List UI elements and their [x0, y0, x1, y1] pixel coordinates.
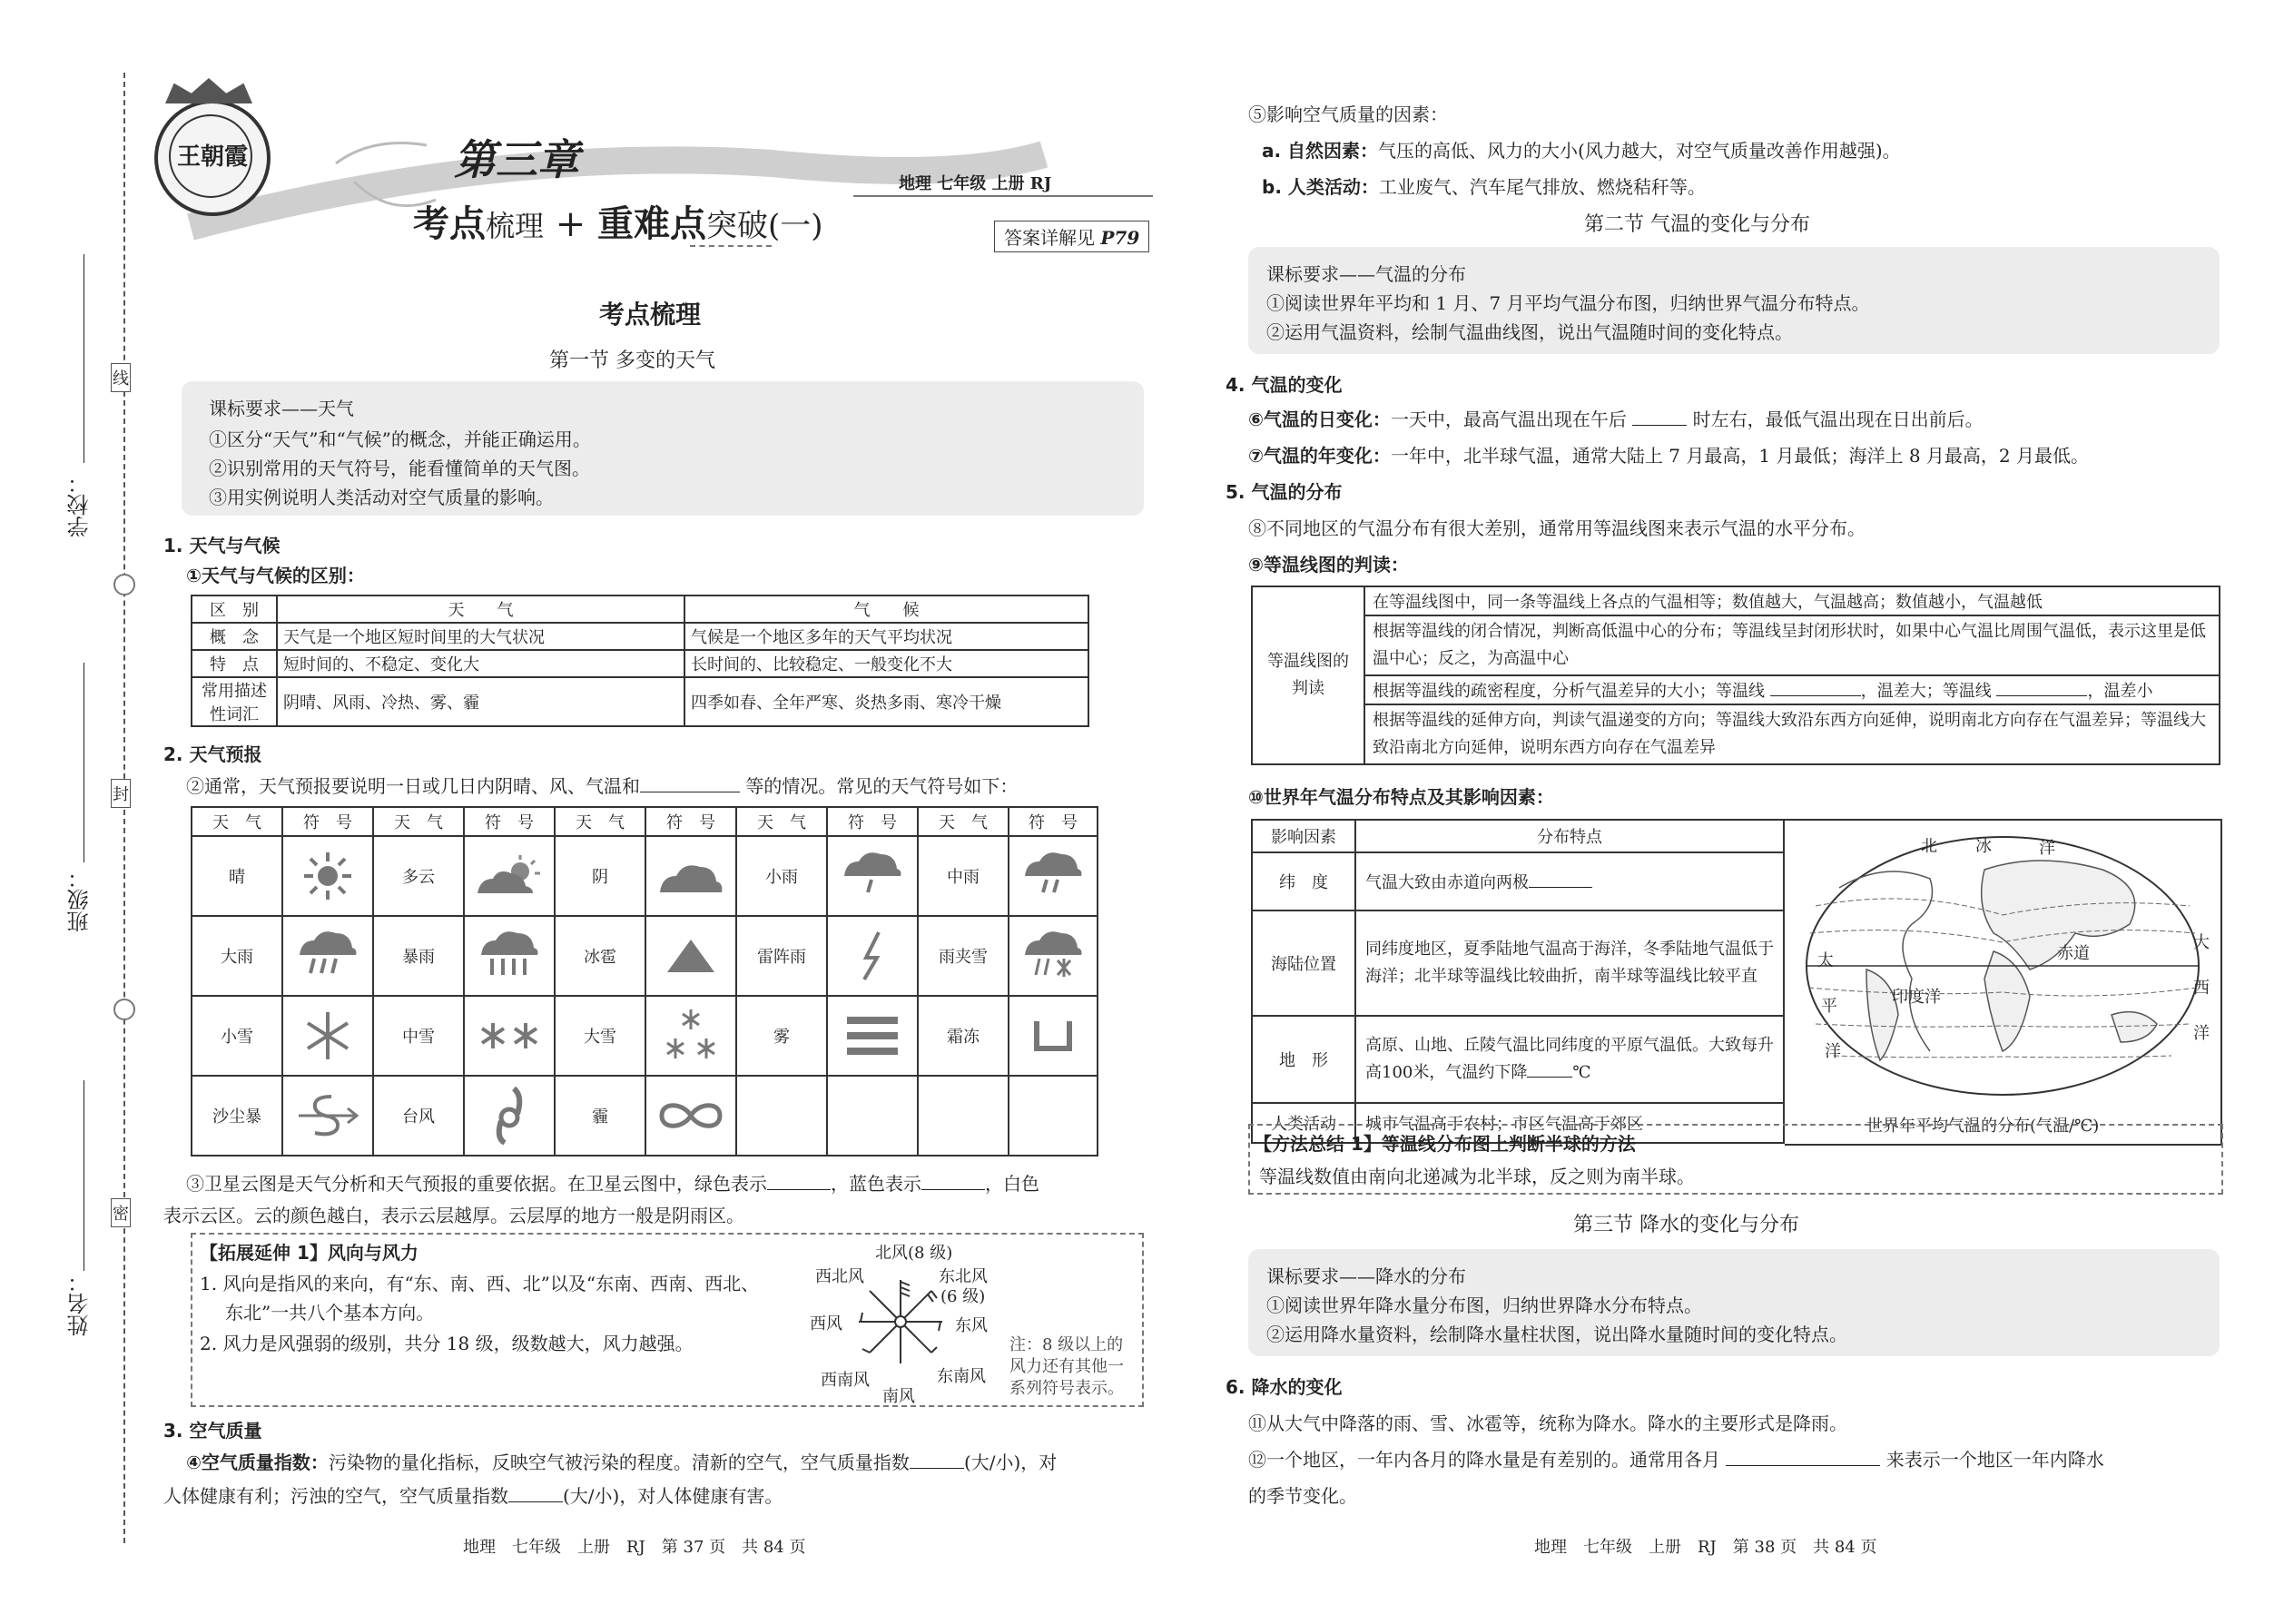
weather-name: 阴 [555, 836, 645, 916]
weather-name: 沙尘暴 [192, 1076, 282, 1156]
map-label: 洋 [2039, 839, 2055, 858]
answer-blank[interactable] [1527, 1077, 1572, 1078]
table-header: 天 气 [192, 807, 282, 836]
header-rule [853, 195, 1153, 197]
req-item: ②运用气温资料，绘制气温曲线图，说出气温随时间的变化特点。 [1266, 321, 1793, 343]
table-header: 区 别 [192, 595, 277, 623]
heading-1-sub: ①天气与气候的区别： [186, 565, 365, 586]
subject-tag: 地理 七年级 上册 RJ [899, 174, 1052, 193]
moderate-rain-icon [1009, 836, 1098, 916]
answer-blank[interactable] [1726, 1465, 1880, 1466]
daily-variation: ⑥气温的日变化：一天中，最高气温出现在午后 时左右，最低气温出现在日出前后。 [1248, 408, 1984, 430]
class-label: 班级： [67, 867, 93, 932]
seal-mark-1: 线 [111, 363, 131, 392]
logo [154, 100, 271, 216]
req-item: ②识别常用的天气符号，能看懂简单的天气图。 [209, 458, 590, 479]
req-title: 课标要求——天气 [209, 398, 354, 419]
sleet-icon [1009, 916, 1098, 996]
empty-cell [1009, 1076, 1098, 1156]
weather-name: 雷阵雨 [736, 916, 827, 996]
heading-2: 2. 天气预报 [163, 743, 262, 765]
req-item: ①区分“天气”和“气候”的概念，并能正确运用。 [209, 428, 591, 450]
frost-icon [1009, 996, 1098, 1076]
heading-4: 4. 气温的变化 [1226, 374, 1343, 396]
method-box [1248, 1124, 2223, 1195]
table-cell: 纬 度 [1252, 852, 1355, 910]
weather-name: 小雨 [736, 836, 827, 916]
wind-label: 东南风 [937, 1367, 986, 1386]
overcast-icon [645, 836, 736, 916]
wind-label: 西风 [810, 1314, 842, 1334]
heading-3: 3. 空气质量 [163, 1420, 262, 1442]
table-cell: 同纬度地区，夏季陆地气温高于海洋，冬季陆地气温低于海洋；北半球等温线比较曲折，南半球等温线比较平直 [1355, 910, 1784, 1016]
page-title: 考点梳理 + 重难点突破(一) [413, 202, 823, 245]
requirement-box-3 [1248, 1249, 2220, 1356]
extension-title: 【拓展延伸 1】风向与风力 [200, 1242, 418, 1264]
heading-1: 1. 天气与气候 [163, 535, 281, 556]
table-cell: 短时间的、不稳定、变化大 [277, 650, 684, 677]
punch-hole-icon [113, 999, 135, 1020]
world-temperature-map [1803, 833, 2202, 1098]
seal-mark-3: 密 [111, 1198, 131, 1227]
partly-cloudy-icon [464, 836, 555, 916]
table-cell: 阴晴、风雨、冷热、雾、霾 [277, 677, 684, 726]
map-label: 太 [1817, 951, 1834, 970]
table-header: 符 号 [282, 807, 373, 836]
crown-icon [165, 78, 252, 103]
answer-blank[interactable] [508, 1501, 563, 1502]
map-label: 印度洋 [1892, 988, 1941, 1007]
req-item: ③用实例说明人类活动对空气质量的影响。 [209, 487, 554, 508]
wind-note: 注：8 级以上的风力还有其他一系列符号表示。 [1009, 1335, 1124, 1398]
weather-name: 晴 [192, 836, 282, 916]
table-header: 影响因素 [1252, 820, 1355, 852]
binding-line [123, 73, 125, 1543]
world-temp-table [1251, 819, 1785, 1144]
answer-blank[interactable] [767, 1189, 831, 1190]
school-label: 学校： [67, 472, 93, 537]
method-title: 【方法总结 1】等温线分布图上判断半球的方法 [1254, 1133, 1636, 1155]
heavy-snow-icon [645, 996, 736, 1076]
moderate-snow-icon [464, 996, 555, 1076]
wind-label: 西北风 [815, 1267, 864, 1286]
thunderstorm-icon [827, 916, 918, 996]
sec2-title: 第二节 气温的变化与分布 [1584, 213, 1810, 236]
distribution-text: ⑧不同地区的气温分布有很大差别，通常用等温线图来表示气温的水平分布。 [1248, 517, 1866, 539]
empty-cell [736, 1076, 827, 1156]
answer-blank[interactable] [1529, 887, 1592, 888]
forecast-text: ②通常，天气预报要说明一日或几日内阴晴、风、气温和 等的情况。常见的天气符号如下： [186, 775, 1019, 797]
isotherm-table [1251, 586, 2220, 765]
factor-natural: a. 自然因素：气压的高低、风力的大小(风力越大，对空气质量改善作用越强)。 [1262, 140, 1901, 162]
table-cell: 根据等温线的延伸方向，判读气温递变的方向；等温线大致沿东西方向延伸，说明南北方向存在气温差异；等温线大致沿南北方向延伸，说明东西方向存在气温差异 [1364, 704, 2220, 764]
weather-name: 小雪 [192, 996, 282, 1076]
sec3-title: 第三节 降水的变化与分布 [1573, 1214, 1799, 1236]
weather-name: 大雪 [555, 996, 645, 1076]
table-header: 天 气 [555, 807, 645, 836]
table-header: 天 气 [736, 807, 827, 836]
sandstorm-icon [282, 1076, 373, 1156]
table-cell: 人类活动 [1252, 1103, 1355, 1143]
weather-name: 雨夹雪 [918, 916, 1009, 996]
weather-name: 中雨 [918, 836, 1009, 916]
fog-icon [827, 996, 918, 1076]
table-cell: 天气是一个地区短时间里的大气状况 [277, 623, 684, 650]
table-cell: 在等温线图中，同一条等温线上各点的气温相等；数值越大，气温越高；数值越小，气温越低 [1364, 586, 2220, 615]
table-cell: 城市气温高于农村；市区气温高于郊区 [1355, 1103, 1784, 1143]
answer-blank[interactable] [1996, 695, 2087, 696]
extension-box [191, 1233, 1144, 1407]
seal-mark-2: 封 [111, 779, 131, 808]
answer-blank[interactable] [1632, 425, 1687, 426]
table-header: 符 号 [645, 807, 736, 836]
table-cell: 常用描述性词汇 [192, 677, 277, 726]
map-label: 平 [1821, 997, 1837, 1016]
rainstorm-icon [464, 916, 555, 996]
annual-variation: ⑦气温的年变化：一年中，北半球气温，通常大陆上 7 月最高，1 月最低；海洋上 8 月最高，2 月最低。 [1248, 445, 2089, 467]
rain-text: ⑪从大气中降落的雨、雪、冰雹等，统称为降水。降水的主要形式是降雨。 [1248, 1412, 1847, 1434]
table-cell: 气候是一个地区多年的天气平均状况 [684, 623, 1088, 650]
wind-label: 西南风 [821, 1371, 870, 1390]
map-label: 洋 [2193, 1024, 2210, 1043]
map-label: 西 [2193, 979, 2210, 998]
table-cell: 概 念 [192, 623, 277, 650]
map-caption: 世界年平均气温的分布(气温/℃) [1866, 1117, 2100, 1136]
table-cell: 地 形 [1252, 1016, 1355, 1103]
isotherm-title: ⑨等温线图的判读： [1248, 554, 1409, 576]
weather-name: 霜冻 [918, 996, 1009, 1076]
table-header: 气 候 [684, 595, 1088, 623]
factor-human: b. 人类活动：工业废气、汽车尾气排放、燃烧秸秆等。 [1262, 176, 1706, 198]
answer-ref: 答案详解见 P79 [994, 221, 1149, 252]
world-map-panel [1785, 819, 2222, 1146]
rain-text: ⑫一个地区，一年内各月的降水量是有差别的。通常用各月 来表示一个地区一年内降水 [1248, 1449, 2104, 1471]
weather-name: 中雪 [373, 996, 464, 1076]
requirement-box-2 [1248, 247, 2220, 354]
weather-name: 霾 [555, 1076, 645, 1156]
heading-6: 6. 降水的变化 [1226, 1376, 1343, 1398]
req-title: 课标要求——气温的分布 [1266, 263, 1466, 285]
table-cell: 四季如春、全年严寒、炎热多雨、寒冷干燥 [684, 677, 1088, 726]
table-header: 天 气 [277, 595, 684, 623]
logo-text: 王朝霞 [176, 143, 248, 171]
method-text: 等温线数值由南向北递减为北半球，反之则为南半球。 [1259, 1166, 1695, 1187]
req-item: ①阅读世界年平均和 1 月、7 月平均气温分布图，归纳世界气温分布特点。 [1266, 292, 1870, 314]
table-cell: 等温线图的判读 [1252, 586, 1364, 764]
table-cell: 根据等温线的闭合情况，判断高低温中心的分布；等温线呈封闭形状时，如果中心气温比周围气温低，表示这里是低温中心；反之，为高温中心 [1364, 615, 2220, 675]
weather-name: 多云 [373, 836, 464, 916]
table-header: 符 号 [1009, 807, 1098, 836]
weather-name: 暴雨 [373, 916, 464, 996]
chapter-title: 第三章 [454, 135, 579, 184]
rain-text: 的季节变化。 [1248, 1485, 1357, 1507]
map-label: 冰 [1975, 837, 1992, 856]
table-header: 符 号 [464, 807, 555, 836]
haze-icon [645, 1076, 736, 1156]
wind-label: 东风 [955, 1316, 988, 1335]
name-label: 姓名： [67, 1271, 93, 1336]
hail-icon [645, 916, 736, 996]
satellite-text: ③卫星云图是天气分析和天气预报的重要依据。在卫星云图中，绿色表示 ，蓝色表示 ，白色 [186, 1173, 1039, 1195]
map-label: 赤道 [2057, 944, 2090, 963]
answer-blank[interactable] [910, 1468, 964, 1469]
map-label: 洋 [1825, 1042, 1841, 1061]
table-cell: 海陆位置 [1252, 910, 1355, 1016]
requirement-box-1 [182, 381, 1144, 516]
table-header: 天 气 [373, 807, 464, 836]
heading-5: 5. 气温的分布 [1226, 481, 1343, 503]
answer-blank[interactable] [1770, 695, 1861, 696]
table-header: 符 号 [827, 807, 918, 836]
sec1-title: 第一节 多变的天气 [549, 349, 715, 372]
empty-cell [827, 1076, 918, 1156]
table-header: 分布特点 [1355, 820, 1784, 852]
table-cell: 气温大致由赤道向两极 [1355, 852, 1784, 910]
sunny-icon [282, 836, 373, 916]
table-cell: 根据等温线的疏密程度，分析气温差异的大小；等温线 ，温差大；等温线 ，温差小 [1364, 675, 2220, 704]
empty-cell [918, 1076, 1009, 1156]
section-heading: 考点梳理 [599, 300, 702, 330]
wind-label: (6 级) [940, 1287, 986, 1306]
weather-name: 台风 [373, 1076, 464, 1156]
air-quality-text: ④空气质量指数：污染物的量化指标，反映空气被污染的程度。清新的空气，空气质量指数 (大/小)，对 [186, 1452, 1058, 1473]
wind-label: 东北风 [939, 1267, 988, 1286]
air-quality-text: 人体健康有利；污浊的空气，空气质量指数 (大/小)，对人体健康有害。 [163, 1485, 783, 1507]
table-cell: 长时间的、比较稳定、一般变化不大 [684, 650, 1088, 677]
wind-rose-icon [855, 1276, 946, 1367]
wind-rose [801, 1240, 1000, 1406]
weather-symbol-table [191, 806, 1098, 1156]
wind-label: 南风 [882, 1387, 915, 1406]
map-label: 北 [1921, 837, 1937, 856]
punch-hole-icon [113, 574, 135, 595]
page-footer-right: 地理 七年级 上册 RJ 第 38 页 共 84 页 [1534, 1538, 1877, 1557]
table-cell: 特 点 [192, 650, 277, 677]
satellite-text: 表示云区。云的颜色越白，表示云层越厚。云层厚的地方一般是阴雨区。 [163, 1205, 744, 1226]
req-item: ②运用降水量资料，绘制降水量柱状图，说出降水量随时间的变化特点。 [1266, 1324, 1847, 1345]
typhoon-icon [464, 1076, 555, 1156]
factor-title: ⑤影响空气质量的因素： [1248, 103, 1448, 125]
req-item: ①阅读世界年降水量分布图，归纳世界降水分布特点。 [1266, 1294, 1702, 1316]
wind-label: 北风(8 级) [875, 1244, 953, 1263]
table-header: 天 气 [918, 807, 1009, 836]
extension-item: 1. 风向是指风的来向，有“东、南、西、北”以及“东南、西南、西北、 [200, 1273, 760, 1294]
heavy-rain-icon [282, 916, 373, 996]
weather-name: 冰雹 [555, 916, 645, 996]
light-rain-icon [827, 836, 918, 916]
world-temp-title: ⑩世界年气温分布特点及其影响因素： [1248, 786, 1554, 808]
map-label: 大 [2193, 933, 2210, 952]
header-rule [690, 245, 772, 247]
page-footer-left: 地理 七年级 上册 RJ 第 37 页 共 84 页 [463, 1538, 806, 1557]
extension-item: 2. 风力是风强弱的级别，共分 18 级，级数越大，风力越强。 [200, 1333, 694, 1354]
extension-item: 东北”一共八个基本方向。 [225, 1302, 435, 1324]
weather-name: 大雨 [192, 916, 282, 996]
answer-blank[interactable] [921, 1189, 985, 1190]
req-title: 课标要求——降水的分布 [1266, 1265, 1466, 1287]
table-cell: 高原、山地、丘陵气温比同纬度的平原气温低。大致每升高100米，气温约下降 ℃ [1355, 1016, 1784, 1103]
light-snow-icon [282, 996, 373, 1076]
weather-climate-table [191, 595, 1089, 727]
weather-name: 雾 [736, 996, 827, 1076]
